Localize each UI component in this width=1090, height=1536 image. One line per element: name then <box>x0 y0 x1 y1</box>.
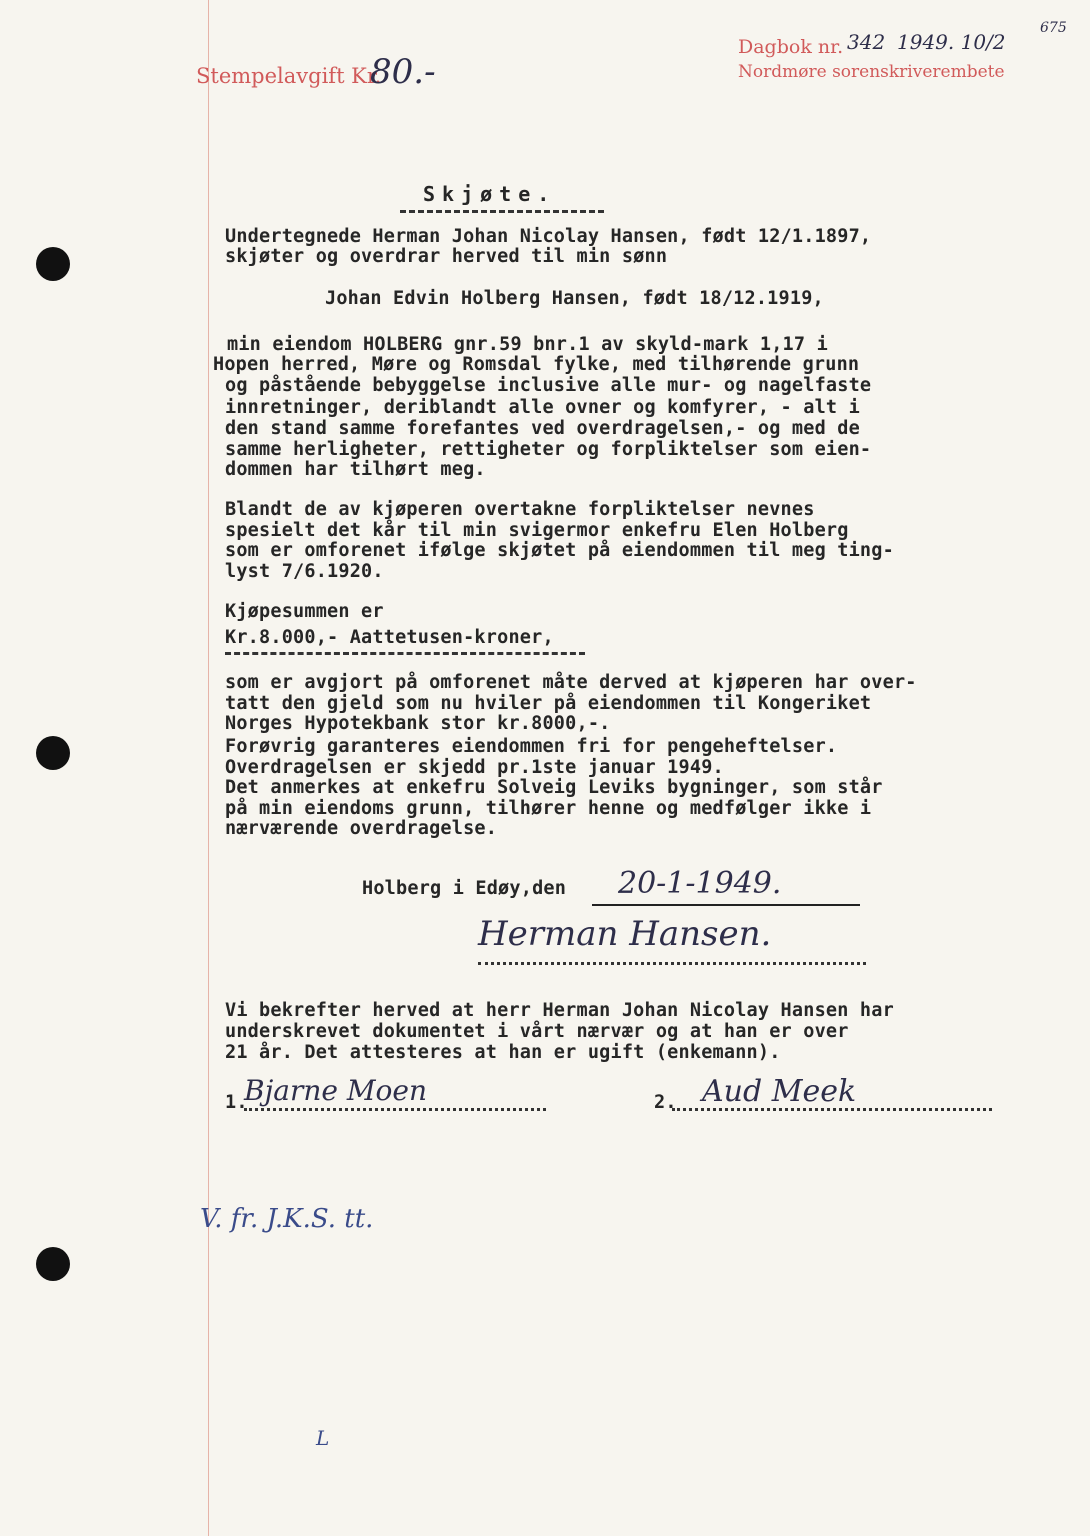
stamp-journal-date: 1949. 10/2 <box>897 30 1006 54</box>
witness-1-number: 1. <box>225 1092 248 1113</box>
obligations-line: lyst 7/6.1920. <box>225 561 384 582</box>
stamp-journal-label: Dagbok nr. <box>738 36 844 58</box>
grantor-signature: Herman Hansen. <box>478 914 772 954</box>
witness-2-dotted-line <box>672 1108 992 1111</box>
punch-hole <box>36 736 70 770</box>
punch-hole <box>36 247 70 281</box>
settlement-line: Norges Hypotekbank stor kr.8000,-. <box>225 713 611 734</box>
witness-2-signature: Aud Meek <box>702 1074 857 1109</box>
property-line: og påstående bebyggelse inclusive alle mur- og nagelfaste <box>225 375 872 396</box>
obligations-line: spesielt det kår til min svigermor enkefru Elen Holberg <box>225 520 849 541</box>
settlement-line: nærværende overdragelse. <box>225 818 498 839</box>
settlement-line: Det anmerkes at enkefru Solveig Leviks bygninger, som står <box>225 777 883 798</box>
stamp-fee-label: Stempelavgift Kr. <box>196 64 382 88</box>
purchase-underline <box>225 652 585 655</box>
witness-2-number: 2. <box>654 1092 677 1113</box>
date-line <box>592 904 860 906</box>
intro-line-2: skjøter og overdrar herved til min sønn <box>225 246 668 267</box>
property-line: Hopen herred, Møre og Romsdal fylke, med tilhørende grunn <box>213 354 860 375</box>
grantee-line: Johan Edvin Holberg Hansen, født 18/12.1919, <box>325 288 824 309</box>
place-label: Holberg i Edøy,den <box>362 878 567 899</box>
settlement-line: Overdragelsen er skjedd pr.1ste januar 1949. <box>225 757 724 778</box>
settlement-line: på min eiendoms grunn, tilhører henne og medfølger ikke i <box>225 798 872 819</box>
witness-1-signature: Bjarne Moen <box>244 1074 427 1107</box>
signature-dotted-line <box>478 962 866 965</box>
witness-1-dotted-line <box>244 1108 546 1111</box>
property-line: innretninger, deriblandt alle ovner og komfyrer, - alt i <box>225 397 860 418</box>
stamp-journal-number: 342 <box>847 30 886 54</box>
purchase-label: Kjøpesummen er <box>225 601 384 622</box>
attestation-line: underskrevet dokumentet i vårt nærvær og at han er over <box>225 1021 849 1042</box>
obligations-line: som er omforenet ifølge skjøtet på eiendommen til meg ting- <box>225 540 894 561</box>
document-title: Skjøte. <box>423 182 557 206</box>
handwritten-date: 20-1-1949. <box>618 866 782 901</box>
settlement-line: som er avgjort på omforenet måte derved at kjøperen har over- <box>225 672 917 693</box>
property-line: samme herligheter, rettigheter og forpliktelser som eien- <box>225 439 872 460</box>
intro-line-1: Undertegnede Herman Johan Nicolay Hansen, født 12/1.1897, <box>225 226 872 247</box>
settlement-line: tatt den gjeld som nu hviler på eiendommen til Kongeriket <box>225 693 872 714</box>
margin-note: V. fr. J.K.S. tt. <box>200 1204 374 1234</box>
attestation-line: 21 år. Det attesteres at han er ugift (enkemann). <box>225 1042 781 1063</box>
margin-line <box>208 0 209 1536</box>
settlement-line: Forøvrig garanteres eiendommen fri for pengeheftelser. <box>225 736 838 757</box>
obligations-line: Blandt de av kjøperen overtakne forpliktelser nevnes <box>225 499 815 520</box>
stamp-folio: 675 <box>1040 20 1067 36</box>
stamp-fee-amount: 80.- <box>370 52 436 92</box>
property-line: dommen har tilhørt meg. <box>225 459 486 480</box>
attestation-line: Vi bekrefter herved at herr Herman Johan Nicolay Hansen har <box>225 1000 894 1021</box>
title-underline <box>400 210 604 213</box>
punch-hole <box>36 1247 70 1281</box>
corner-mark: L <box>316 1426 330 1450</box>
stamp-office: Nordmøre sorenskriverembete <box>738 62 1005 82</box>
property-line: min eiendom HOLBERG gnr.59 bnr.1 av skyld-mark 1,17 i <box>227 334 828 355</box>
property-line: den stand samme forefantes ved overdragelsen,- og med de <box>225 418 860 439</box>
purchase-amount: Kr.8.000,- Aattetusen-kroner, <box>225 627 554 648</box>
